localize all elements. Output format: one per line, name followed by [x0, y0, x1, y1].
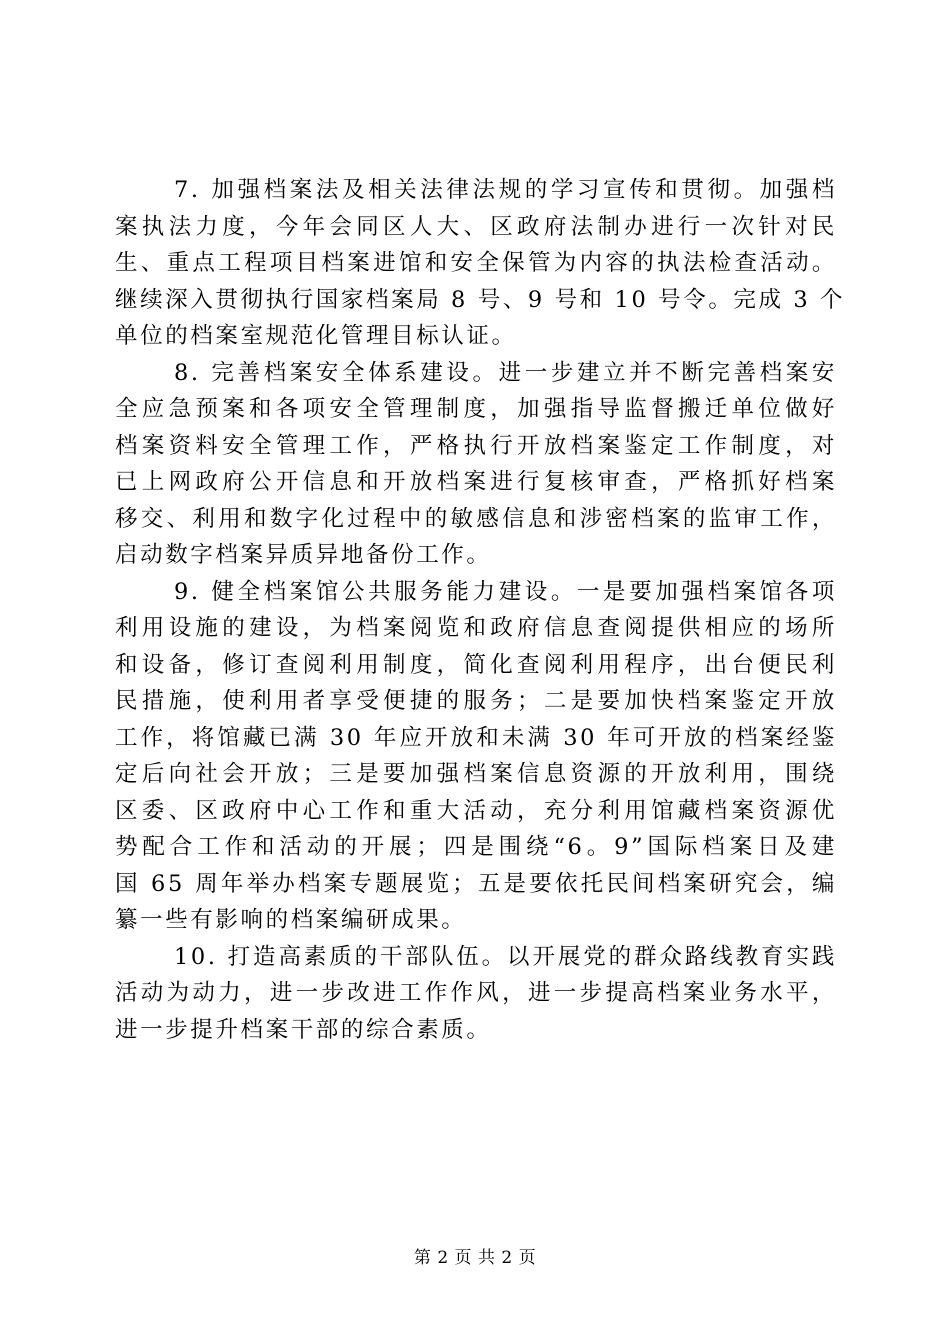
paragraph-item-8 [115, 355, 837, 574]
text-line: 移交、利用和数字化过程中的敏感信息和涉密档案的监审工作， [115, 505, 837, 532]
paragraph-item-10 [115, 939, 837, 1049]
text-line: 国 65 周年举办档案专题展览；五是要依托民间档案研究会，编 [115, 870, 837, 897]
paragraph-item-7 [115, 172, 846, 355]
document-body [115, 172, 846, 1048]
text-line: 9. 健全档案馆公共服务能力建设。一是要加强档案馆各项 [174, 578, 837, 605]
text-line: 纂一些有影响的档案编研成果。 [115, 907, 467, 933]
text-line: 生、重点工程项目档案进馆和安全保管为内容的执法检查活动。 [115, 250, 837, 276]
text-line: 继续深入贯彻执行国家档案局 8 号、9 号和 10 号令。完成 3 个 [115, 286, 846, 313]
text-line: 7. 加强档案法及相关法律法规的学习宣传和贯彻。加强档 [174, 177, 837, 203]
page-footer [0, 1243, 950, 1268]
text-line: 民措施，使利用者享受便捷的服务；二是要加快档案鉴定开放 [115, 688, 837, 714]
text-line: 区委、区政府中心工作和重大活动，充分利用馆藏档案资源优 [115, 797, 837, 824]
text-line: 10. 打造高素质的干部队伍。以开展党的群众路线教育实践 [174, 943, 837, 970]
text-line: 案执法力度，今年会同区人大、区政府法制办进行一次针对民 [115, 213, 837, 240]
text-line: 启动数字档案异质异地备份工作。 [115, 542, 492, 568]
text-line: 势配合工作和活动的开展；四是围绕“6。9”国际档案日及建 [115, 834, 837, 860]
text-line: 档案资料安全管理工作，严格执行开放档案鉴定工作制度，对 [115, 432, 837, 459]
text-line: 工作，将馆藏已满 30 年应开放和未满 30 年可开放的档案经鉴 [115, 724, 837, 751]
text-line: 定后向社会开放；三是要加强档案信息资源的开放利用，围绕 [115, 761, 837, 787]
text-line: 全应急预案和各项安全管理制度，加强指导监督搬迁单位做好 [115, 396, 837, 422]
text-line: 进一步提升档案干部的综合素质。 [115, 1016, 492, 1043]
text-line: 已上网政府公开信息和开放档案进行复核审查，严格抓好档案 [115, 469, 837, 495]
text-line: 活动为动力，进一步改进工作作风，进一步提高档案业务水平， [115, 980, 837, 1006]
text-line: 8. 完善档案安全体系建设。进一步建立并不断完善档案安 [174, 359, 837, 386]
text-line: 单位的档案室规范化管理目标认证。 [115, 323, 517, 349]
text-line: 和设备，修订查阅利用制度，简化查阅利用程序，出台便民利 [115, 651, 837, 678]
text-line: 利用设施的建设，为档案阅览和政府信息查阅提供相应的场所 [115, 615, 837, 641]
page-number-label: 第 2 页 共 2 页 [413, 1248, 537, 1268]
paragraph-item-9 [115, 574, 837, 939]
